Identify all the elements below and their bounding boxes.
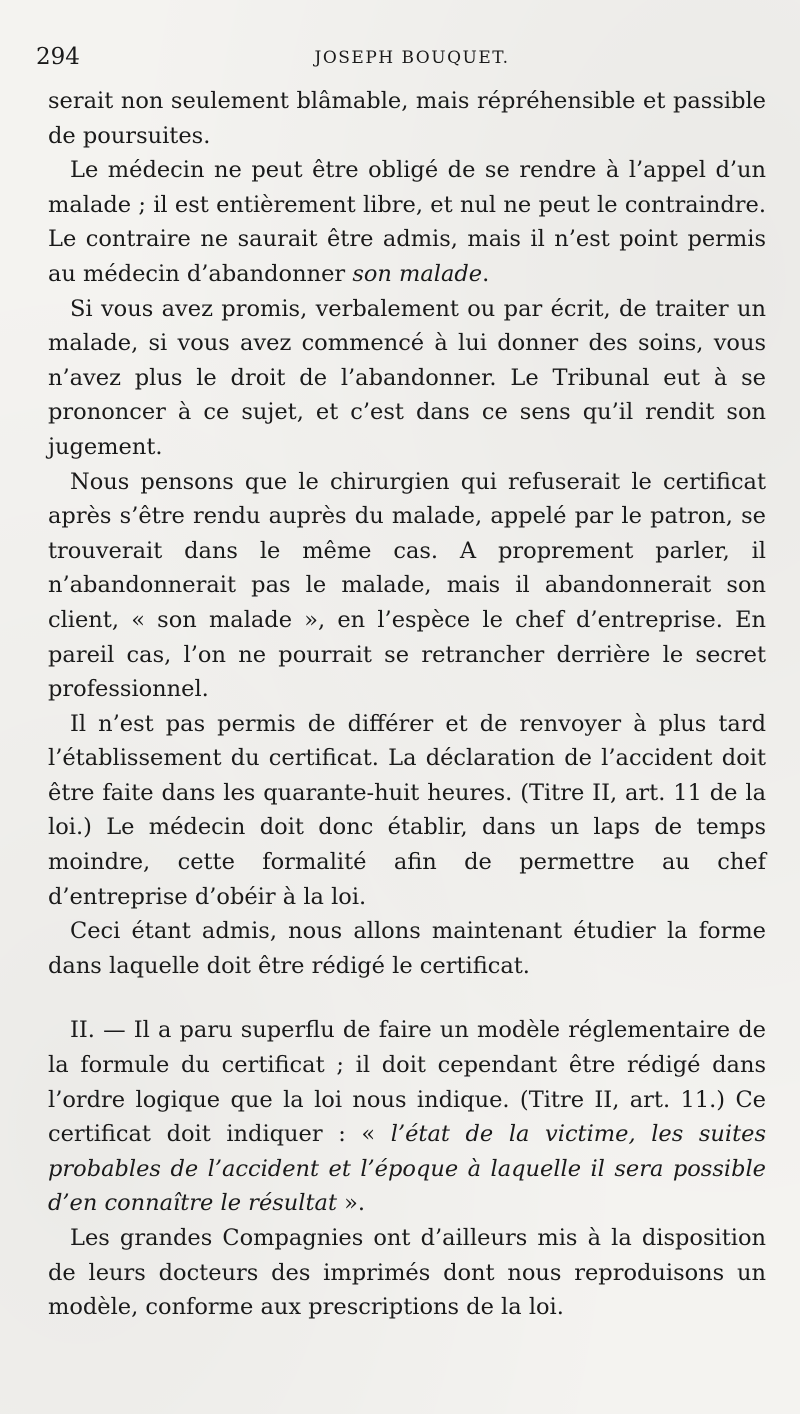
paragraph-7-quote-italic: l’état de la victime, les suites probables de l’accident et l’époque à laquelle il sera possible d’en connaître le résultat bbox=[48, 1121, 766, 1217]
running-head: JOSEPH BOUQUET. bbox=[314, 48, 510, 68]
body-text bbox=[48, 84, 766, 1325]
page-number: 294 bbox=[36, 44, 80, 70]
paragraph-7-text: II. — Il a paru superflu de faire un modèle réglementaire de la formule du certificat ; il doit cependant être rédigé dans l’ordre logique que la loi nous indique. (Titre II, art. 11.) Ce certificat doit indiquer : « bbox=[48, 1017, 766, 1148]
page-header bbox=[36, 38, 766, 84]
paragraph-4: Nous pensons que le chirurgien qui refuserait le certificat après s’être rendu auprès du malade, appelé par le patron, se trouverait dans le même cas. A proprement parler, il n’abandonnerait pas le malade, mais il abandonnerait son client, « son malade », en l’espèce le chef d’entreprise. En pareil cas, l’on ne pourrait se retrancher derrière le secret professionnel. bbox=[48, 468, 766, 703]
paragraph-8: Les grandes Compagnies ont d’ailleurs mis à la disposition de leurs docteurs des imprimés dont nous reproduisons un modèle, conforme aux prescriptions de la loi. bbox=[48, 1225, 766, 1321]
paragraph-2 bbox=[48, 153, 766, 291]
paragraph-1: serait non seulement blâmable, mais répréhensible et passible de poursuites. bbox=[48, 88, 766, 149]
paragraph-6: Ceci étant admis, nous allons maintenant étudier la forme dans laquelle doit être rédigé le certificat. bbox=[48, 918, 766, 979]
paragraph-2-end: . bbox=[482, 260, 490, 287]
paragraph-7-end: ». bbox=[336, 1190, 366, 1217]
paragraph-5: Il n’est pas permis de différer et de renvoyer à plus tard l’établissement du certificat. La déclaration de l’accident doit être faite dans les quarante-huit heures. (Titre II, art. 11 de la loi.) Le médecin doit donc établir, dans un laps de temps moindre, cette formalité afin de permettre au chef d’entreprise d’obéir à la loi. bbox=[48, 710, 766, 910]
paragraph-2-text: Le médecin ne peut être obligé de se rendre à l’appel d’un malade ; il est entièrement libre, et nul ne peut le contraindre. Le contraire ne saurait être admis, mais il n’est point permis au médecin d’abandonner bbox=[48, 157, 766, 287]
paragraph-3: Si vous avez promis, verbalement ou par écrit, de traiter un malade, si vous avez commencé à lui donner des soins, vous n’avez plus le droit de l’abandonner. Le Tribunal eut à se prononcer à ce sujet, et c’est dans ce sens qu’il rendit son jugement. bbox=[48, 295, 766, 460]
paragraph-7-section-ii bbox=[48, 1013, 766, 1221]
paragraph-2-italic: son malade bbox=[352, 260, 483, 287]
